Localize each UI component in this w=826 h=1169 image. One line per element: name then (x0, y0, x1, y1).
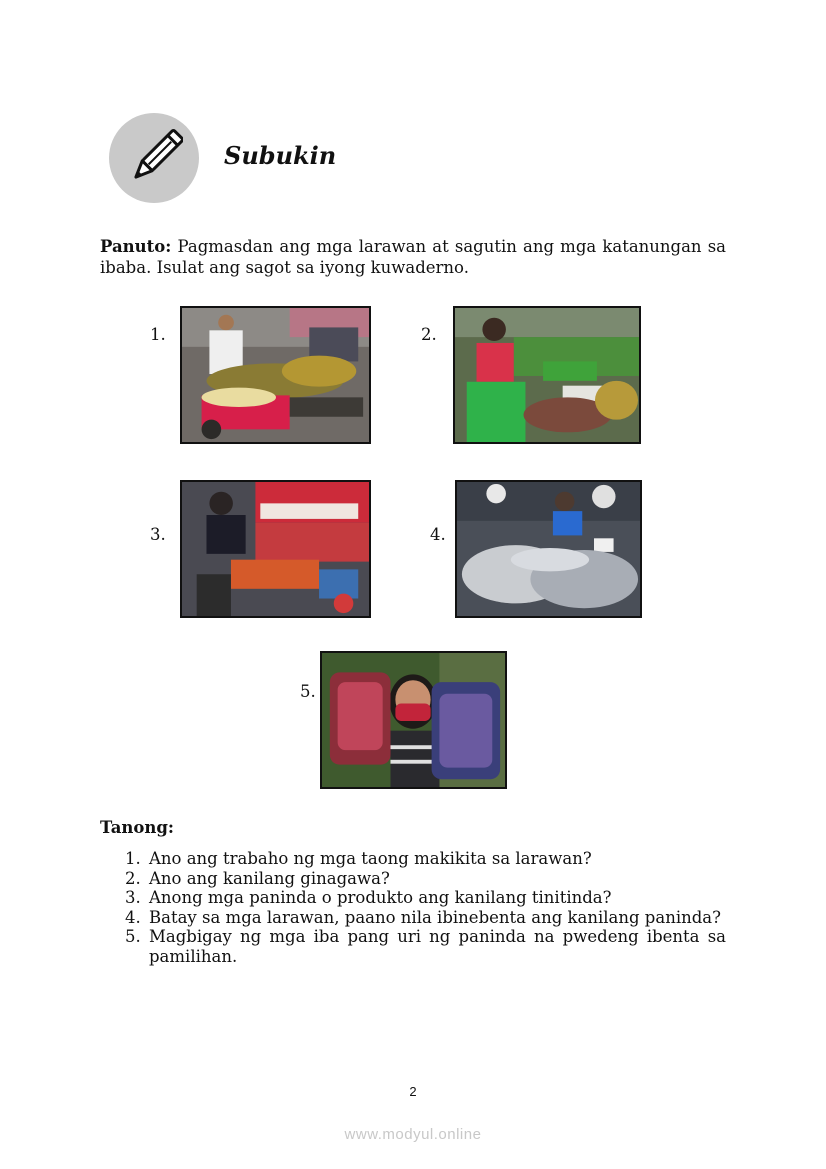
vegetable-vendor-photo (453, 306, 641, 444)
image-number-5: 5. (300, 682, 316, 701)
question-item (100, 908, 726, 928)
question-item (100, 849, 726, 869)
question-text: Ano ang trabaho ng mga taong makikita sa larawan? (149, 849, 592, 868)
question-item (100, 869, 726, 889)
watermark: www.modyul.online (344, 1126, 482, 1143)
question-item (100, 888, 726, 908)
question-text: Magbigay ng mga iba pang uri ng paninda na pwedeng ibenta sa pamilihan. (149, 927, 726, 966)
fish-vendor-photo (455, 480, 642, 618)
image-number-1: 1. (150, 325, 166, 344)
question-text: Anong mga paninda o produkto ang kanilang tinitinda? (149, 888, 612, 907)
pencil-icon (127, 129, 183, 187)
page-number: 2 (409, 1084, 417, 1099)
face-mask-vendor-photo (320, 651, 507, 789)
questions-heading: Tanong: (100, 818, 175, 837)
question-number: 3. (125, 888, 141, 907)
question-number: 1. (125, 849, 141, 868)
fruit-vendor-cart-photo (180, 306, 371, 444)
question-item (100, 927, 726, 966)
pencil-icon-badge (109, 113, 199, 203)
image-number-3: 3. (150, 525, 166, 544)
image-number-4: 4. (430, 525, 446, 544)
image-number-2: 2. (421, 325, 437, 344)
questions-list (100, 849, 726, 966)
instructions-label: Panuto: (100, 237, 172, 256)
question-number: 2. (125, 868, 141, 888)
section-title: Subukin (224, 141, 337, 170)
question-number: 5. (125, 927, 141, 946)
barbecue-grill-vendor-photo (180, 480, 371, 618)
question-text: Ano ang kanilang ginagawa? (149, 868, 390, 888)
instructions-text: Pagmasdan ang mga larawan at sagutin ang mga katanungan sa ibaba. Isulat ang sagot sa iyong kuwaderno. (100, 237, 726, 277)
question-text: Batay sa mga larawan, paano nila ibinebenta ang kanilang paninda? (149, 907, 721, 927)
question-number: 4. (125, 907, 141, 927)
instructions (100, 236, 726, 278)
